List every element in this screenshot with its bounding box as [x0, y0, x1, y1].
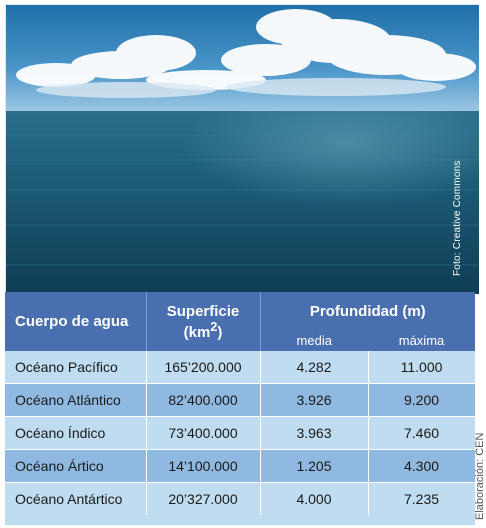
header-depth-mean: media [260, 330, 368, 351]
row-depth-max: 9.200 [368, 384, 475, 417]
header-surface [146, 292, 260, 351]
row-depth-max: 7.460 [368, 417, 475, 450]
header-body [5, 292, 146, 351]
row-surface: 73’400.000 [146, 417, 260, 450]
row-name: Océano Antártico [5, 483, 146, 516]
header-depth-max: máxima [368, 330, 475, 351]
header-body-label: Cuerpo de agua [15, 313, 129, 330]
photo-credit: Foto: Creative Commons [452, 160, 463, 276]
row-depth-max: 7.235 [368, 483, 475, 516]
elaboration-credit: Elaboración: CEN [474, 432, 486, 520]
table-row [5, 351, 475, 384]
row-depth-mean: 3.963 [260, 417, 368, 450]
row-surface: 165’200.000 [146, 351, 260, 384]
row-depth-mean: 4.000 [260, 483, 368, 516]
row-surface: 14’100.000 [146, 450, 260, 483]
header-surface-exponent: 2 [210, 319, 218, 334]
table-row [5, 384, 475, 417]
table-footer-band [5, 515, 475, 525]
table-row [5, 450, 475, 483]
row-depth-max: 4.300 [368, 450, 475, 483]
header-depth: Profundidad (m) [260, 292, 475, 330]
header-surface-label: Superficie (km [166, 302, 240, 341]
row-name: Océano Índico [5, 417, 146, 450]
row-depth-mean: 1.205 [260, 450, 368, 483]
row-depth-mean: 3.926 [260, 384, 368, 417]
row-name: Océano Ártico [5, 450, 146, 483]
row-name: Océano Atlántico [5, 384, 146, 417]
table-row [5, 483, 475, 516]
row-depth-max: 11.000 [368, 351, 475, 384]
header-surface-close: ) [217, 323, 223, 341]
row-surface: 82’400.000 [146, 384, 260, 417]
ocean-data-table [5, 292, 476, 516]
row-name: Océano Pacífico [5, 351, 146, 384]
table-row [5, 417, 475, 450]
ocean-photo [5, 4, 478, 293]
row-surface: 20’327.000 [146, 483, 260, 516]
row-depth-mean: 4.282 [260, 351, 368, 384]
